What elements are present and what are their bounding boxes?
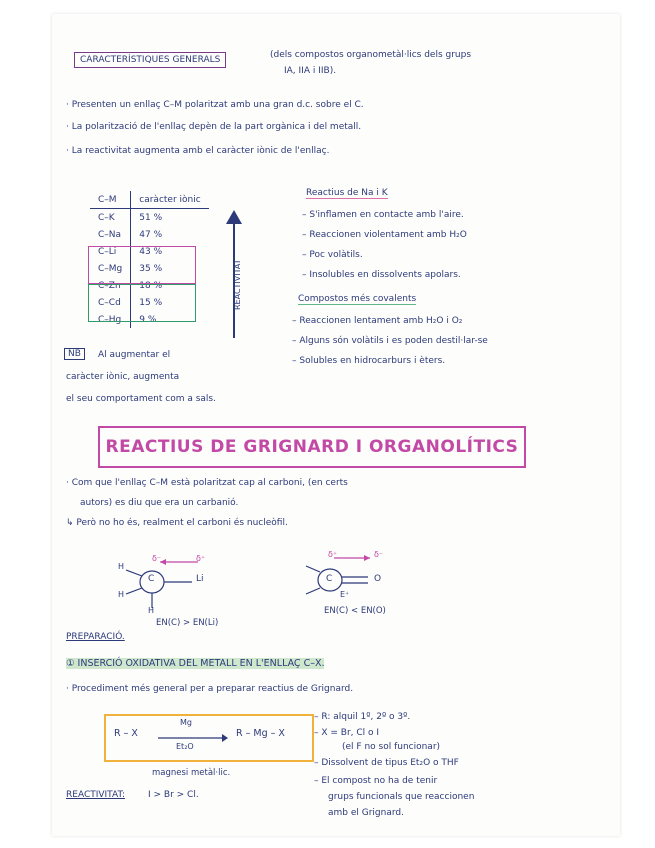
condition-item: grups funcionals que reaccionen [328, 792, 475, 802]
li-atom: Li [196, 574, 204, 584]
li-delta-plus: δ⁺ [196, 554, 206, 563]
table-cell: 43 % [139, 246, 163, 257]
reaction-solvent: Et₂O [176, 742, 194, 751]
reaction-left: R – X [114, 728, 138, 739]
organolithium-structure-icon [112, 554, 252, 624]
zn-cd-group-box [88, 284, 196, 322]
na-k-item: – Reaccionen violentament amb H₂O [302, 230, 467, 240]
covalent-item: – Solubles en hidrocarburs i èters. [292, 356, 446, 366]
reaction-under: magnesi metàl·lic. [152, 768, 231, 778]
condition-item: amb el Grignard. [328, 808, 404, 818]
table-cell: C–Mg [90, 260, 131, 277]
table-cell: C–Li [90, 243, 131, 260]
na-k-item: – S'inflamen en contacte amb l'aire. [302, 210, 464, 220]
table-header: caràcter iònic [131, 191, 209, 209]
bullet-2: · La polarització de l'enllaç depèn de la part orgànica i del metall. [66, 122, 362, 132]
na-k-item: – Insolubles en dissolvents apolars. [302, 270, 461, 280]
li-mg-group-box [88, 246, 196, 284]
en-c-o-note: EN(C) < EN(O) [324, 606, 386, 616]
en-c-li-note: EN(C) > EN(Li) [156, 618, 219, 628]
bullet-1: · Presenten un enllaç C–M polaritzat amb una gran d.c. sobre el C. [66, 100, 364, 110]
grignard-line-3: ↳ Però no ho és, realment el carboni és nucleòfil. [66, 518, 288, 528]
condition-item: – X = Br, Cl o I [314, 728, 380, 738]
carbonyl-o-atom: O [374, 574, 382, 584]
condition-item: – El compost no ha de tenir [314, 776, 438, 786]
table-cell: C–Cd [90, 294, 131, 311]
nb-line-3: el seu comportament com a sals. [66, 394, 216, 404]
table-cell: 9 % [139, 314, 157, 325]
preparacio-title: PREPARACIÓ. [66, 632, 125, 642]
li-h-3: H [148, 606, 155, 615]
table-cell: 18 % [139, 280, 163, 291]
li-h-2: H [118, 590, 125, 599]
section-title: REACTIUS DE GRIGNARD I ORGANOLÍTICS [98, 426, 526, 468]
table-cell: C–Na [90, 226, 131, 243]
notebook-page [52, 14, 620, 836]
reaction-reagent: Mg [180, 718, 192, 727]
grignard-line-1: · Com que l'enllaç C–M està polaritzat cap al carboni, (en certs [66, 478, 348, 488]
electrophile: E⁺ [340, 590, 350, 599]
carbonyl-delta-minus: δ⁻ [374, 550, 384, 559]
reaction-right: R – Mg – X [236, 728, 285, 739]
condition-item: (el F no sol funcionar) [342, 742, 441, 752]
table-header: C–M [90, 191, 131, 209]
nb-tag: NB [64, 348, 85, 360]
covalents-title: Compostos més covalents [298, 294, 417, 304]
table-cell: C–Hg [90, 311, 131, 328]
nb-line-1: Al augmentar el [98, 350, 171, 360]
preparacio-line: · Procediment més general per a preparar reactius de Grignard. [66, 684, 354, 694]
heading-aside-1: (dels compostos organometàl·lics dels grups [270, 50, 472, 60]
carbonyl-c-atom: C [326, 574, 333, 584]
li-delta-minus: δ⁻ [152, 554, 162, 563]
nb-line-2: caràcter iònic, augmenta [66, 372, 180, 382]
na-k-item: – Poc volàtils. [302, 250, 363, 260]
reactivitat-value: I > Br > Cl. [148, 790, 199, 800]
table-cell: 51 % [139, 212, 163, 223]
reactivity-label: REACTIVITAT [233, 259, 242, 310]
covalent-item: – Reaccionen lentament amb H₂O i O₂ [292, 316, 463, 326]
carbonyl-delta-plus: δ⁺ [328, 550, 338, 559]
reactivitat-label: REACTIVITAT: [66, 790, 125, 800]
heading-aside-2: IA, IIA i IIB). [284, 66, 337, 76]
table-cell: 35 % [139, 263, 163, 274]
table-cell: 15 % [139, 297, 163, 308]
li-h-1: H [118, 562, 125, 571]
table-cell: C–K [90, 209, 131, 227]
covalent-item: – Alguns són volàtils i es poden destil·lar-se [292, 336, 488, 346]
condition-item: – R: alquil 1º, 2º o 3º. [314, 712, 411, 722]
li-c-atom: C [148, 574, 155, 584]
table-cell: 47 % [139, 229, 163, 240]
table-cell: C–Zn [90, 277, 131, 294]
grignard-line-2: autors) es diu que era un carbanió. [80, 498, 239, 508]
condition-item: – Dissolvent de tipus Et₂O o THF [314, 758, 459, 768]
heading-boxed: CARACTERÍSTIQUES GENERALS [74, 52, 226, 68]
preparacio-subtitle: ① INSERCIÓ OXIDATIVA DEL METALL EN L'ENLLAÇ C–X. [66, 658, 325, 669]
reactius-na-k-title: Reactius de Na i K [306, 188, 388, 198]
bullet-3: · La reactivitat augmenta amb el caràcter iònic de l'enllaç. [66, 146, 330, 156]
